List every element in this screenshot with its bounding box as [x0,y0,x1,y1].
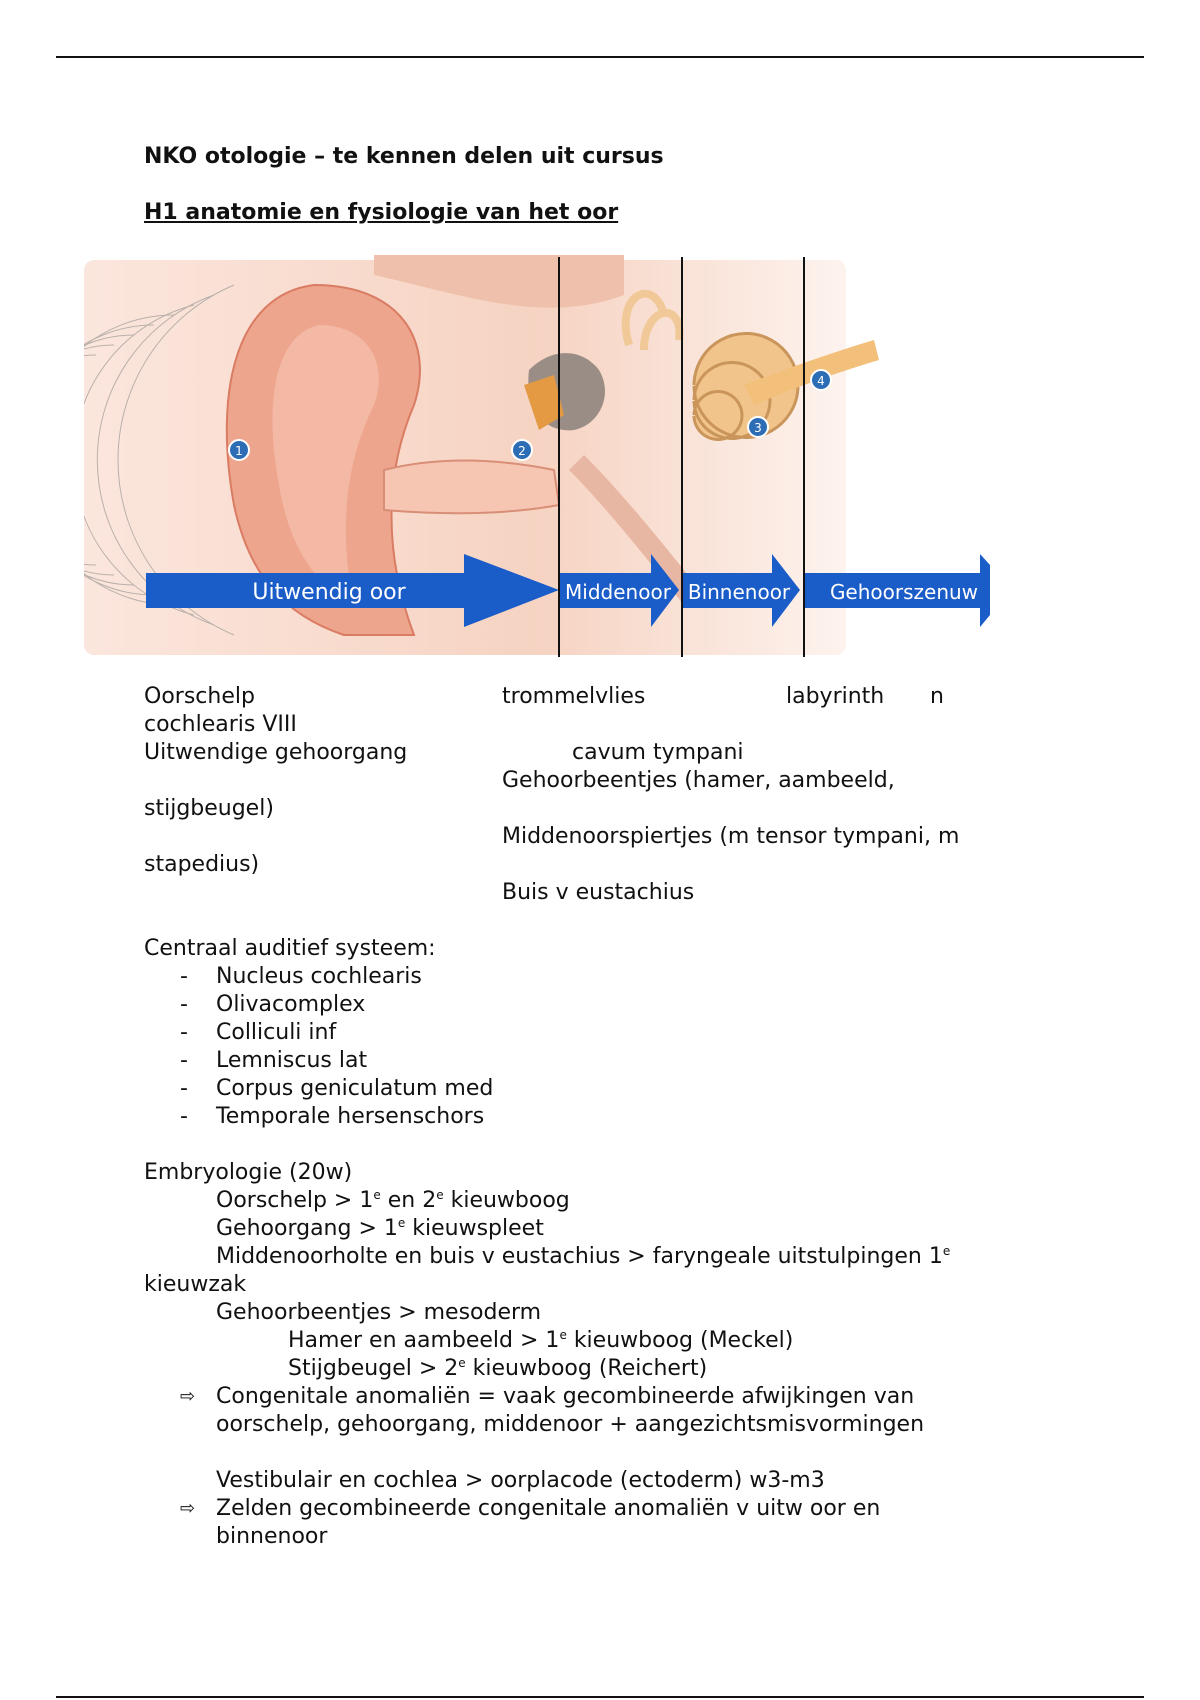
section-heading: H1 anatomie en fysiologie van het oor [144,200,619,225]
top-rule [56,56,1144,58]
label-uitwendig-oor: Uitwendig oor [252,580,406,605]
congenital-note-1-cont: oorschelp, gehoorgang, middenoor + aangezichtsmisvormingen [216,1412,925,1437]
text-n: n [930,684,944,709]
arrow-bullet: ⇨ [180,1498,196,1519]
embryo-middenoorholte: Middenoorholte en buis v eustachius > faryngeale uitstulpingen 1e [216,1244,951,1269]
embryo-oorschelp: Oorschelp > $1^e$ en 2e kieuwboog [216,1188,570,1213]
list-bullet: - [180,1104,188,1129]
label-middenoor: Middenoor [565,580,671,604]
svg-text:2: 2 [518,444,526,458]
text-trommelvlies: trommelvlies [502,684,646,709]
embryo-gehoorgang: Gehoorgang > $1^e$ kieuwspleet [216,1216,544,1241]
list-item: Olivacomplex [216,992,366,1017]
ear-anatomy-figure [84,255,990,657]
list-item: Lemniscus lat [216,1048,368,1073]
label-binnenoor: Binnenoor [687,580,791,604]
embryo-gehoorbeentjes: Gehoorbeentjes > mesoderm [216,1300,542,1325]
text-gehoorbeentjes: Gehoorbeentjes (hamer, aambeeld, [502,768,895,793]
embryo-vestibulair: Vestibulair en cochlea > oorplacode (ectoderm) w3-m3 [216,1468,825,1493]
bottom-rule [56,1696,1144,1698]
list-item: Colliculi inf [216,1020,337,1045]
text-stapedius: stapedius) [144,852,260,877]
embryo-heading: Embryologie (20w) [144,1160,353,1185]
text-oorschelp: Oorschelp [144,684,255,709]
embryo-stijgbeugel: Stijgbeugel > $2^e$ kieuwboog (Reichert) [288,1356,708,1381]
list-bullet: - [180,1048,188,1073]
text-cochlearis: cochlearis VIII [144,712,297,737]
congenital-note-2-cont: binnenoor [216,1524,328,1549]
list-item: Temporale hersenschors [216,1104,485,1129]
list-item: Nucleus cochlearis [216,964,422,989]
list-bullet: - [180,992,188,1017]
ear-canal [384,461,559,514]
svg-text:1: 1 [235,444,243,458]
text-stijgbeugel: stijgbeugel) [144,796,274,821]
marker-2 [512,440,532,460]
list-item: Corpus geniculatum med [216,1076,494,1101]
marker-3 [748,417,768,437]
list-bullet: - [180,964,188,989]
text-gehoorgang: Uitwendige gehoorgang [144,740,408,765]
label-gehoorszenuw: Gehoorszenuw [829,580,979,604]
marker-1 [229,440,249,460]
svg-text:3: 3 [754,421,762,435]
marker-4 [811,370,831,390]
text-labyrinth: labyrinth [786,684,885,709]
text-middenoorspiertjes: Middenoorspiertjes (m tensor tympani, m [502,824,960,849]
central-heading: Centraal auditief systeem: [144,936,436,961]
page-title: NKO otologie – te kennen delen uit cursus [144,144,664,169]
list-bullet: - [180,1076,188,1101]
text-buis-eustachius: Buis v eustachius [502,880,695,905]
congenital-note-2: Zelden gecombineerde congenitale anomaliën v uitw oor en [216,1496,881,1521]
embryo-hamer: Hamer en aambeeld > $1^e$ kieuwboog (Meckel) [288,1328,794,1353]
congenital-note-1: Congenitale anomaliën = vaak gecombineerde afwijkingen van [216,1384,915,1409]
embryo-kieuwzak: kieuwzak [144,1272,247,1297]
list-bullet: - [180,1020,188,1045]
text-cavum-tympani: cavum tympani [572,740,744,765]
svg-text:4: 4 [817,374,825,388]
arrow-bullet: ⇨ [180,1386,196,1407]
